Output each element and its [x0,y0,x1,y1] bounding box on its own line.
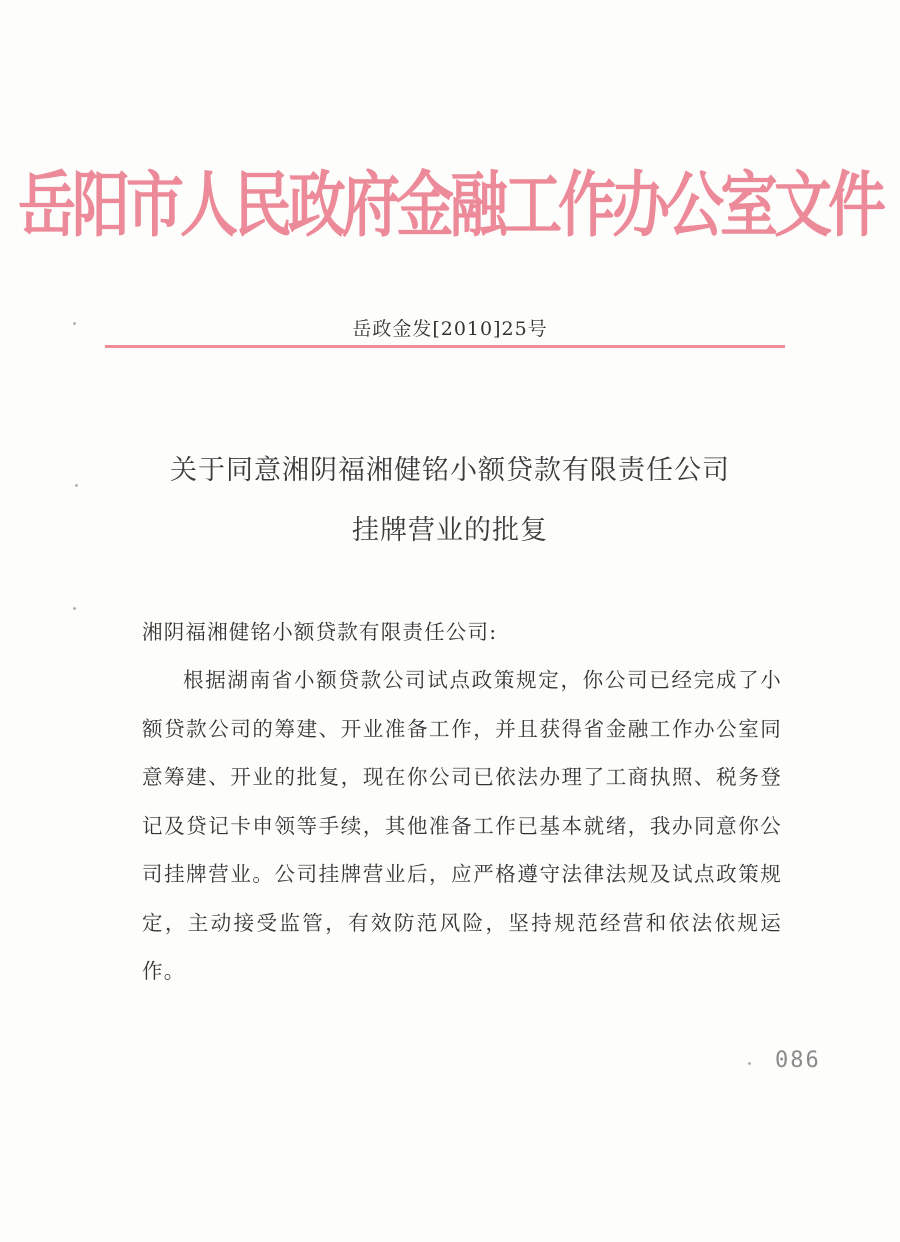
red-divider-line [105,345,785,348]
scan-speck [73,607,76,610]
body-paragraph: 根据湖南省小额贷款公司试点政策规定，你公司已经完成了小额贷款公司的筹建、开业准备工作，并且获得省金融工作办公室同意筹建、开业的批复，现在你公司已依法办理了工商执照、税务登记及贷记卡申领等手续，其他准备工作已基本就绪，我办同意你公司挂牌营业。公司挂牌营业后，应严格遵守法律法规及试点政策规定，主动接受监管，有效防范风险，坚持规范经营和依法依规运作。 [142,668,782,983]
scan-speck [75,484,78,487]
salutation: 湘阴福湘健铭小额贷款有限责任公司: [142,620,498,644]
scan-speck [73,322,76,325]
subject-title-line-1: 关于同意湘阴福湘健铭小额贷款有限责任公司 [170,455,730,486]
document-number: 岳政金发[2010]25号 [352,318,548,340]
scan-speck [748,1062,751,1065]
page-number-mark: 086 [775,1048,821,1073]
subject-title-line-2: 挂牌营业的批复 [352,515,548,546]
letterhead-title: 岳阳市人民政府金融工作办公室文件 [17,163,882,247]
